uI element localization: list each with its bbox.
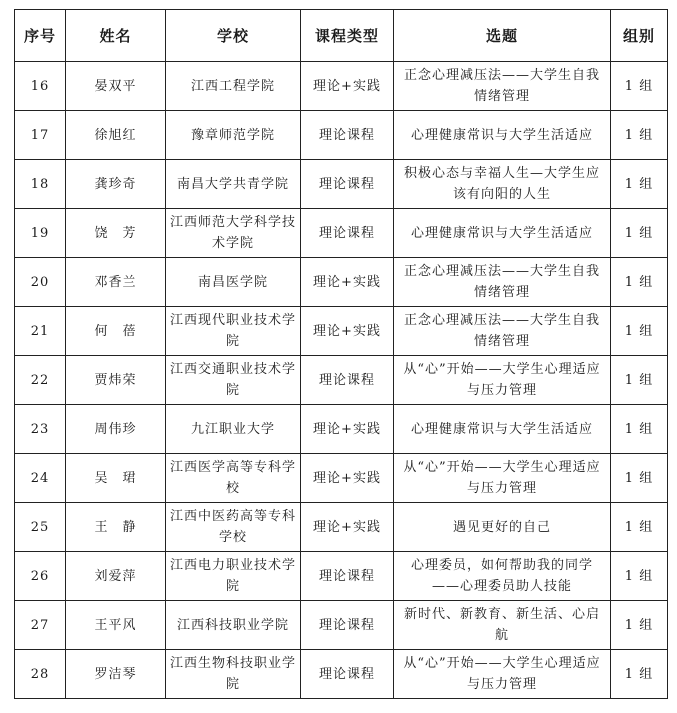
cell-group: 1 组	[611, 62, 668, 111]
cell-course-type: 理论+实践	[301, 405, 394, 454]
table-header	[15, 10, 668, 62]
cell-name: 晏双平	[66, 62, 166, 111]
header-num: 序号	[15, 10, 66, 62]
header-name: 姓名	[66, 10, 166, 62]
cell-group: 1 组	[611, 503, 668, 552]
cell-topic: 心理健康常识与大学生活适应	[394, 405, 611, 454]
cell-group: 1 组	[611, 356, 668, 405]
cell-num: 21	[15, 307, 66, 356]
cell-num: 28	[15, 650, 66, 699]
cell-num: 25	[15, 503, 66, 552]
cell-name: 王平风	[66, 601, 166, 650]
header-school: 学校	[166, 10, 301, 62]
cell-topic: 正念心理减压法——大学生自我情绪管理	[394, 62, 611, 111]
cell-school: 江西电力职业技术学院	[166, 552, 301, 601]
cell-course-type: 理论课程	[301, 111, 394, 160]
table-row	[15, 405, 668, 454]
cell-course-type: 理论课程	[301, 552, 394, 601]
cell-num: 27	[15, 601, 66, 650]
cell-num: 17	[15, 111, 66, 160]
cell-school: 南昌大学共青学院	[166, 160, 301, 209]
cell-name: 贾炜荣	[66, 356, 166, 405]
table-row	[15, 111, 668, 160]
cell-group: 1 组	[611, 160, 668, 209]
header-row	[15, 10, 668, 62]
cell-course-type: 理论课程	[301, 650, 394, 699]
cell-group: 1 组	[611, 405, 668, 454]
table-row	[15, 601, 668, 650]
cell-topic: 心理健康常识与大学生活适应	[394, 209, 611, 258]
roster-table	[14, 9, 668, 699]
cell-topic: 积极心态与幸福人生—大学生应该有向阳的人生	[394, 160, 611, 209]
cell-course-type: 理论课程	[301, 160, 394, 209]
cell-num: 24	[15, 454, 66, 503]
cell-course-type: 理论+实践	[301, 258, 394, 307]
table-row	[15, 307, 668, 356]
cell-topic: 从“心”开始——大学生心理适应与压力管理	[394, 356, 611, 405]
cell-school: 九江职业大学	[166, 405, 301, 454]
table-row	[15, 62, 668, 111]
cell-num: 16	[15, 62, 66, 111]
table-row	[15, 356, 668, 405]
cell-group: 1 组	[611, 601, 668, 650]
cell-name: 何 蓓	[66, 307, 166, 356]
cell-topic: 新时代、新教育、新生活、心启航	[394, 601, 611, 650]
cell-course-type: 理论+实践	[301, 454, 394, 503]
cell-group: 1 组	[611, 209, 668, 258]
cell-school: 豫章师范学院	[166, 111, 301, 160]
header-course-type: 课程类型	[301, 10, 394, 62]
cell-name: 饶 芳	[66, 209, 166, 258]
cell-topic: 遇见更好的自己	[394, 503, 611, 552]
table-row	[15, 503, 668, 552]
cell-name: 周伟珍	[66, 405, 166, 454]
cell-name: 龚珍奇	[66, 160, 166, 209]
cell-group: 1 组	[611, 111, 668, 160]
cell-num: 18	[15, 160, 66, 209]
cell-name: 吴 珺	[66, 454, 166, 503]
cell-topic: 正念心理减压法——大学生自我情绪管理	[394, 258, 611, 307]
cell-school: 江西科技职业学院	[166, 601, 301, 650]
cell-course-type: 理论课程	[301, 601, 394, 650]
cell-topic: 从“心”开始——大学生心理适应与压力管理	[394, 454, 611, 503]
cell-school: 江西现代职业技术学院	[166, 307, 301, 356]
cell-name: 王 静	[66, 503, 166, 552]
table-row	[15, 552, 668, 601]
cell-group: 1 组	[611, 552, 668, 601]
cell-school: 江西生物科技职业学院	[166, 650, 301, 699]
cell-num: 26	[15, 552, 66, 601]
cell-topic: 心理健康常识与大学生活适应	[394, 111, 611, 160]
cell-school: 南昌医学院	[166, 258, 301, 307]
cell-school: 江西中医药高等专科学校	[166, 503, 301, 552]
cell-group: 1 组	[611, 454, 668, 503]
cell-num: 23	[15, 405, 66, 454]
cell-name: 刘爱萍	[66, 552, 166, 601]
cell-course-type: 理论课程	[301, 356, 394, 405]
header-group: 组别	[611, 10, 668, 62]
cell-topic: 正念心理减压法——大学生自我情绪管理	[394, 307, 611, 356]
table-body	[15, 62, 668, 699]
table-row	[15, 209, 668, 258]
cell-num: 19	[15, 209, 66, 258]
cell-group: 1 组	[611, 650, 668, 699]
cell-school: 江西工程学院	[166, 62, 301, 111]
cell-name: 邓香兰	[66, 258, 166, 307]
header-topic: 选题	[394, 10, 611, 62]
cell-num: 20	[15, 258, 66, 307]
cell-name: 徐旭红	[66, 111, 166, 160]
table-row	[15, 454, 668, 503]
cell-course-type: 理论+实践	[301, 307, 394, 356]
table-row	[15, 258, 668, 307]
table-row	[15, 650, 668, 699]
table-row	[15, 160, 668, 209]
cell-num: 22	[15, 356, 66, 405]
cell-course-type: 理论+实践	[301, 503, 394, 552]
cell-topic: 心理委员，如何帮助我的同学——心理委员助人技能	[394, 552, 611, 601]
cell-course-type: 理论+实践	[301, 62, 394, 111]
cell-topic: 从“心”开始——大学生心理适应与压力管理	[394, 650, 611, 699]
cell-school: 江西师范大学科学技术学院	[166, 209, 301, 258]
cell-group: 1 组	[611, 307, 668, 356]
cell-name: 罗洁琴	[66, 650, 166, 699]
cell-group: 1 组	[611, 258, 668, 307]
cell-course-type: 理论课程	[301, 209, 394, 258]
cell-school: 江西交通职业技术学院	[166, 356, 301, 405]
cell-school: 江西医学高等专科学校	[166, 454, 301, 503]
